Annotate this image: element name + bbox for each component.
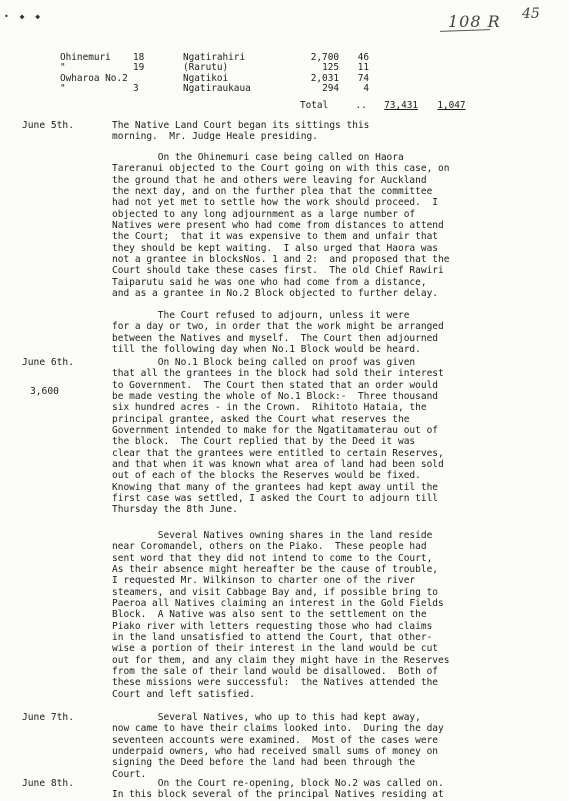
total-row bbox=[300, 100, 466, 111]
block-owner: Ngatiraukaua bbox=[183, 83, 251, 95]
block-grantees: 74 bbox=[357, 72, 369, 84]
text-line: Court. bbox=[112, 768, 147, 780]
text-line: Paeroa all Natives claiming an interest in the Gold Fields bbox=[112, 598, 444, 610]
block-grantees: 46 bbox=[357, 52, 369, 63]
text-line: to Government. The Court then stated that an order would bbox=[112, 379, 439, 391]
text-line: Piako river with letters requesting those who had claims bbox=[112, 620, 433, 632]
block-grantees: 11 bbox=[357, 62, 369, 74]
block-owner: Ngatikoi bbox=[183, 72, 229, 84]
date-june-8: June 8th. bbox=[22, 778, 74, 789]
paragraph-ohinemuri-case bbox=[112, 152, 530, 299]
text-line: In this block several of the principal Natives residing at bbox=[112, 789, 444, 801]
text-line: sent word that they did not intend to come to the Court, bbox=[112, 552, 433, 564]
text-line: six hundred acres - in the Crown. Rihitoto Hataia, the bbox=[112, 402, 427, 414]
text-line: not a grantee in blocksNos. 1 and 2: and proposed that the bbox=[112, 254, 450, 266]
text-line: now came to have their claims looked into. During the day bbox=[112, 723, 444, 735]
text-line: from the sale of their land would be disallowed. Both of bbox=[112, 666, 439, 678]
text-line: Several Natives, who up to this had kept away, bbox=[112, 712, 421, 723]
text-line: As their absence might hereafter be the cause of trouble, bbox=[112, 564, 439, 576]
text-line: that all the grantees in the block had sold their interest bbox=[112, 368, 444, 380]
text-line: Taiparutu said he was one who had come from a distance, bbox=[112, 276, 427, 288]
text-line: had not yet met to settle how the work should proceed. I bbox=[112, 197, 439, 209]
block-area: 2,700 bbox=[310, 52, 339, 63]
block-number: 18 bbox=[133, 52, 145, 63]
text-line: be made vesting the whole of No.1 Block:- Three thousand bbox=[112, 391, 439, 403]
text-line: the ground that he and others were leaving for Auckland bbox=[112, 174, 427, 186]
text-line: Government intended to make for the Ngatitamaterau out of bbox=[112, 425, 439, 437]
text-line: The Native Land Court began its sittings this bbox=[112, 120, 370, 131]
text-line: On the Court re-opening, block No.2 was called on. bbox=[112, 778, 444, 789]
text-line: Thursday the 8th June. bbox=[112, 504, 238, 516]
text-line: Court and left satisfied. bbox=[112, 688, 255, 700]
text-line: I requested Mr. Wilkinson to charter one of the river bbox=[112, 575, 416, 587]
text-line: Tareranui objected to the Court going on with this case, on bbox=[112, 163, 450, 175]
text-line: clear that the grantees were entitled to certain Reserves, bbox=[112, 447, 444, 459]
text-line: steamers, and visit Cabbage Bay and, if possible bring to bbox=[112, 586, 439, 598]
corner-marks: • ◆ ◆ bbox=[4, 12, 44, 21]
text-line: objected to any long adjournment as a large number of bbox=[112, 208, 416, 220]
block-number: 19 bbox=[133, 62, 145, 74]
paragraph-court-sittings bbox=[112, 120, 530, 143]
date-june-6: June 6th. bbox=[22, 357, 74, 368]
block-number bbox=[133, 74, 183, 84]
text-line: morning. Mr. Judge Heale presiding. bbox=[112, 131, 318, 143]
text-line: near Coromandel, others on the Piako. These people had bbox=[112, 541, 427, 553]
text-line: between the Natives and myself. The Court then adjourned bbox=[112, 332, 439, 344]
text-line: underpaid owners, who had received small sums of money on bbox=[112, 746, 439, 758]
block-grantees: 4 bbox=[363, 83, 369, 95]
text-line: On No.1 Block being called on proof was given bbox=[112, 357, 416, 368]
text-line: first case was settled, I asked the Court to adjourn till bbox=[112, 493, 439, 505]
margin-note-acres: 3,600 bbox=[30, 386, 59, 397]
block-name: Ohinemuri bbox=[60, 52, 111, 63]
paragraph-court-reopening bbox=[112, 778, 530, 801]
block-row bbox=[60, 84, 369, 94]
block-owner: (Rarutu) bbox=[183, 62, 229, 74]
block-name: " bbox=[60, 62, 66, 74]
text-line: signing the Deed before the land had been through the bbox=[112, 757, 416, 769]
date-june-7: June 7th. bbox=[22, 712, 74, 723]
text-line: till the following day when No.1 Block would be heard. bbox=[112, 344, 421, 356]
text-line: these missions were successful: the Natives attended the bbox=[112, 677, 439, 689]
blocks-table bbox=[60, 53, 369, 95]
text-line: Several Natives owning shares in the land reside bbox=[112, 530, 433, 541]
text-line: Block. A Native was also sent to the settlement on the bbox=[112, 609, 427, 621]
text-line: and that when it was known what area of land had been sold bbox=[112, 459, 444, 471]
text-line: On the Ohinemuri case being called on Haora bbox=[112, 152, 404, 163]
handwritten-page-ref: 108 R bbox=[448, 12, 501, 31]
handwritten-number: 45 bbox=[522, 6, 540, 22]
paragraph-claims-examined bbox=[112, 712, 530, 780]
text-line: Natives were present who had come from distances to attend bbox=[112, 220, 444, 232]
total-area: 73,431 bbox=[384, 100, 419, 111]
total-dots: .. bbox=[355, 100, 367, 111]
text-line: principal grantee, asked the Court what reserves the bbox=[112, 413, 410, 425]
paragraph-court-refused bbox=[112, 310, 530, 355]
block-area: 294 bbox=[322, 83, 339, 95]
text-line: the next day, and on the further plea that the committee bbox=[112, 186, 433, 198]
paragraph-block-one bbox=[112, 357, 530, 516]
paragraph-coromandel-natives bbox=[112, 530, 530, 700]
text-line: The Court refused to adjourn, unless it were bbox=[112, 310, 410, 321]
block-number: 3 bbox=[133, 83, 139, 95]
block-area: 2,031 bbox=[310, 72, 339, 84]
text-line: and as a grantee in No.2 Block objected to further delay. bbox=[112, 288, 439, 300]
text-line: out for them, and any claim they might have in the Reserves bbox=[112, 654, 450, 666]
text-line: seventeen accounts were examined. Most of the cases were bbox=[112, 734, 439, 746]
text-line: in the land unsatisfied to attend the Court, that other- bbox=[112, 632, 433, 644]
total-count: 1,047 bbox=[437, 100, 466, 111]
text-line: out of each of the blocks the Reserves would be fixed. bbox=[112, 470, 421, 482]
text-line: Court should take these cases first. The old Chief Rawiri bbox=[112, 265, 444, 277]
text-line: they should be kept waiting. I also urged that Haora was bbox=[112, 242, 439, 254]
total-label: Total bbox=[300, 100, 329, 111]
block-name: " bbox=[60, 83, 66, 95]
block-name: Owharoa No.2 bbox=[60, 72, 128, 84]
text-line: the block. The Court replied that by the Deed it was bbox=[112, 436, 416, 448]
text-line: wise a portion of their interest in the land would be cut bbox=[112, 643, 439, 655]
date-june-5: June 5th. bbox=[22, 120, 74, 131]
block-owner: Ngatirahiri bbox=[183, 52, 246, 63]
block-area: 125 bbox=[322, 62, 339, 74]
text-line: Knowing that many of the grantees had kept away until the bbox=[112, 481, 439, 493]
text-line: the Court; that it was expensive to them and unfair that bbox=[112, 231, 439, 243]
text-line: for a day or two, in order that the work might be arranged bbox=[112, 321, 444, 333]
